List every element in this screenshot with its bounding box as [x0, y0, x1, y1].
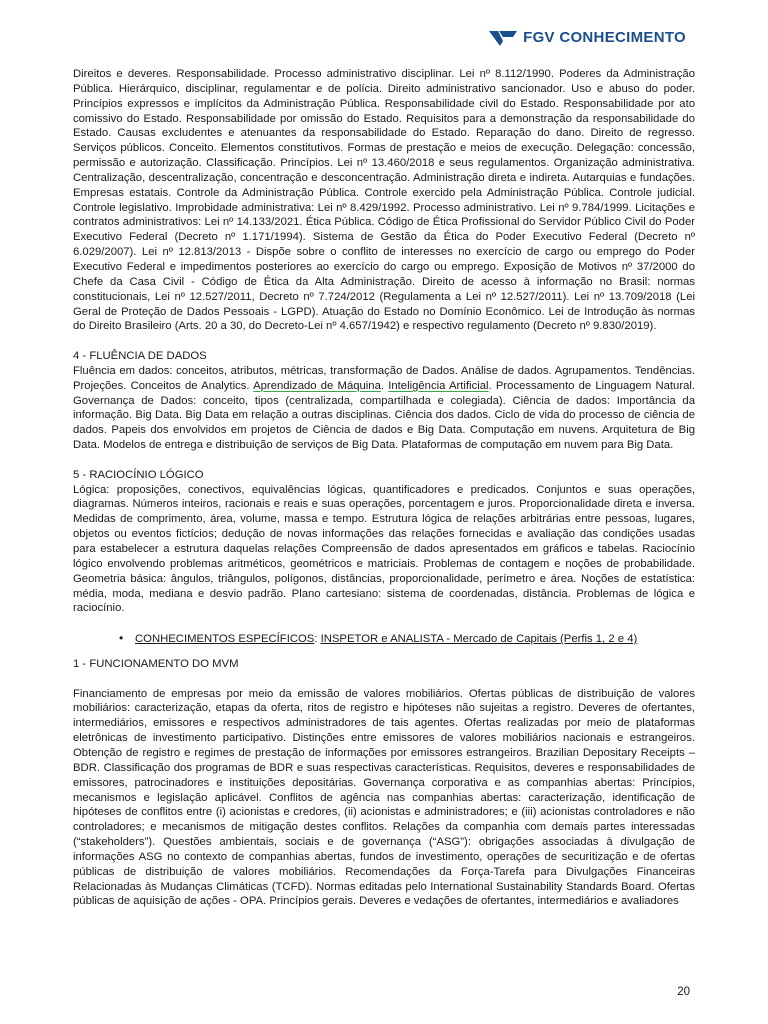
bullet-value: INSPETOR e ANALISTA - Mercado de Capitais (Perfis 1, 2 e 4)	[320, 633, 638, 646]
bullet-text	[135, 632, 637, 647]
document-body	[73, 67, 695, 909]
paragraph-mvm: Financiamento de empresas por meio da emissão de valores mobiliários. Ofertas públicas de distribuição de valores mobiliários: caracterização, etapas da oferta, ritos de registro e hipóteses não sujeitas a registro. Deveres de ofertantes, intermediários, emissores e respectivos administradores de tais agentes. Ofertas realizadas por meio de plataformas eletrônicas de investimento participativo. Distinções entre emissores de valores mobiliários nacionais e estrangeiros. Obtenção de registro e regimes de prestação de informações por emissores estrangeiros. Brazilian Depositary Receipts – BDR. Classificação dos programas de BDR e suas respectivas características. Requisitos, deveres e responsabilidades de emissores, patrocinadores e instituições depositárias. Governança corporativa e as companhias abertas: Princípios, mecanismos e legislação aplicável. Conflitos de agência nas companhias abertas: caracterização, identificação de hipóteses de conflitos entre (i) acionistas e credores, (ii) acionistas e administradores; e (iii) acionistas controladores e não controladores; e mecanismos de mitigação destes conflitos. Relações da companhia com demais partes interessadas (“stakeholders”). Questões ambientais, sociais e de governança (“ASG”): obrigações associadas à divulgação de informações ASG no contexto de companhias abertas, fundos de investimento, operações de securitização e de ofertas públicas de distribuição de valores mobiliários. Recomendações da Força-Tarefa para Divulgações Financeiras Relacionadas às Mudanças Climáticas (TCFD). Normas editadas pelo International Sustainability Standards Board. Ofertas públicas de aquisição de ações - OPA. Princípios gerais. Deveres e vedações de ofertantes, intermediários e avaliadores	[73, 687, 695, 908]
separator-text: .	[380, 379, 389, 392]
bullet-label: CONHECIMENTOS ESPECÍFICOS	[135, 633, 315, 646]
bullet-specific-knowledge	[119, 631, 695, 647]
bullet-colon: :	[314, 633, 321, 646]
section-title-data-fluency: 4 - FLUÊNCIA DE DADOS	[73, 350, 207, 363]
data-fluency-text-a: Fluência em dados: conceitos, atributos, métricas, transformação de Dados. Análise de dados. Agrupamentos. Tendências. Projeções. Conceitos de Analytics.	[73, 364, 695, 392]
paragraph-admin-law: Direitos e deveres. Responsabilidade. Processo administrativo disciplinar. Lei nº 8.112/1990. Poderes da Administração Pública. Hierárquico, disciplinar, regulamentar e de polícia. Direito administrativo sancionador. Uso e abuso do poder. Princípios expressos e implícitos da Administração Pública. Responsabilidade civil do Estado. Responsabilidade por ato comissivo do Estado. Responsabilidade por omissão do Estado. Requisitos para a demonstração da responsabilidade do Estado. Causas excludentes e atenuantes da responsabilidade do Estado. Reparação do dano. Direito de regresso. Serviços públicos. Conceito. Elementos constitutivos. Formas de prestação e meios de execução. Delegação: concessão, permissão e autorização. Classificação. Princípios. Lei nº 13.460/2018 e seus regulamentos. Organização administrativa. Centralização, descentralização, concentração e desconcentração. Administração direta e indireta. Autarquias e fundações. Empresas estatais. Controle da Administração Pública. Controle exercido pela Administração Pública. Controle judicial. Controle legislativo. Improbidade administrativa: Lei nº 8.429/1992. Processo administrativo. Lei nº 9.784/1999. Licitações e contratos administrativos: Lei nº 14.133/2021. Ética Pública. Código de Ética Profissional do Servidor Público Civil do Poder Executivo Federal (Decreto nº 1.171/1994). Sistema de Gestão da Ética do Poder Executivo Federal (Decreto nº 6.029/2007). Lei nº 12.813/2013 - Dispõe sobre o conflito de interesses no exercício de cargo ou emprego do Poder Executivo Federal e impedimentos posteriores ao exercício do cargo ou emprego. Exposição de Motivos nº 37/2000 do Chefe da Casa Civil - Código de Ética da Alta Administração. Direito de acesso à informação no Brasil: normas constitucionais, Lei nº 12.527/2011, Decreto nº 7.724/2012 (Regulamenta a Lei nº 12.527/2011). Lei nº 13.709/2018 (Lei Geral de Proteção de Dados Pessoais - LGPD). Atuação do Estado no Domínio Econômico. Lei de Introdução às normas do Direito Brasileiro (Arts. 20 a 30, do Decreto-Lei nº 4.657/1942) e respectivo regulamento (Decreto nº 9.830/2019).	[73, 68, 695, 333]
data-fluency-text-b: . Processamento de Linguagem Natural. Governança de Dados: conceito, tipos (centralizada, compartilhada e colegiada). Ciência de dados: Importância da informação. Big Data. Big Data em relação a outras disciplinas. Ciência dos dados. Ciclo de vida do processo de ciência de dados. Papeis dos envolvidos em projetos de Ciência de dados e Big Data. Computação em nuvens. Arquitetura de Big Data. Modelos de entrega e distribuição de serviços de Big Data. Plataformas de computação em nuvem para Big Data.	[73, 379, 696, 452]
section-title-mvm: 1 - FUNCIONAMENTO DO MVM	[73, 657, 239, 670]
bullet-icon: •	[119, 631, 124, 646]
page-header	[489, 28, 686, 46]
section-title-logic: 5 - RACIOCÍNIO LÓGICO	[73, 468, 204, 481]
brand-name: FGV CONHECIMENTO	[523, 28, 686, 46]
page-number: 20	[677, 986, 690, 998]
link-artificial-intelligence[interactable]: Inteligência Artificial	[388, 379, 489, 392]
paragraph-logic: Lógica: proposições, conectivos, equivalências lógicas, quantificadores e predicados. Conjuntos e suas operações, diagramas. Números inteiros, racionais e reais e suas operações, porcentagem e juros. Proporcionalidade direta e inversa. Medidas de comprimento, área, volume, massa e tempo. Estrutura lógica de relações arbitrárias entre pessoas, lugares, objetos ou eventos fictícios; dedução de novas informações das relações fornecidas e avaliação das condições usadas para estabelecer a estrutura daquelas relações Compreensão de dados apresentados em gráficos e tabelas. Raciocínio lógico envolvendo problemas aritméticos, geométricos e matriciais. Problemas de contagem e noções de probabilidade. Geometria básica: ângulos, triângulos, polígonos, distâncias, proporcionalidade, perímetro e área. Noções de estatística: média, moda, mediana e desvio padrão. Plano cartesiano: sistema de coordenadas, distância. Problemas de lógica e raciocínio.	[73, 483, 695, 615]
fgv-logo-icon	[489, 28, 517, 46]
link-machine-learning[interactable]: Aprendizado de Máquina	[253, 379, 381, 392]
paragraph-data-fluency	[73, 364, 695, 453]
